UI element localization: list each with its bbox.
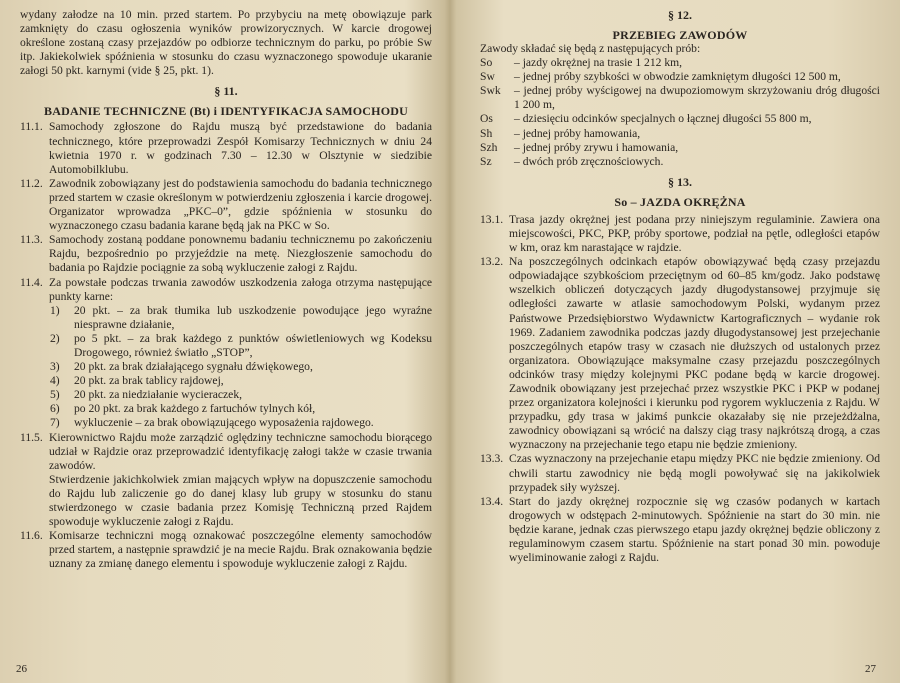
item-number: 11.6. [20, 529, 43, 543]
penalty-text: 20 pkt. za brak tablicy rajdowej, [74, 374, 224, 388]
item-number: 11.1. [20, 120, 43, 134]
legend-row [480, 141, 880, 155]
item-text: Czas wyznaczony na przejechanie etapu między PKC nie będzie zmieniony. Od chwili startu zawodnicy nie będą mogli powoływać się na jakikolwiek przypadek siły wyższej. [509, 452, 880, 494]
item-11-4 [20, 276, 432, 304]
item-text: Za powstałe podczas trwania zawodów uszkodzenia załoga otrzyma następujące punkty karne: [49, 275, 432, 303]
legend-description: – dwóch prób zręcznościowych. [514, 154, 664, 168]
item-11-5 [20, 431, 432, 473]
item-text: Samochody zgłoszone do Rajdu muszą być przedstawione do badania technicznego, które przeprowadzi Zespół Komisarzy Technicznych w dniu 24 kwietnia 1970 r. w godzinach 7.30 – 12.30 w Olsztynie w siedzibie Automobilklubu. [49, 120, 432, 176]
penalty-item [20, 360, 432, 374]
penalty-number: 3) [50, 360, 60, 374]
penalty-number: 4) [50, 374, 60, 388]
legend-description: – jednej próby hamowania, [514, 126, 641, 140]
legend-row [480, 84, 880, 112]
penalty-text: po 20 pkt. za brak każdego z fartuchów tylnych kół, [74, 402, 316, 416]
section-12-intro: Zawody składać się będą z następujących prób: [480, 42, 701, 55]
penalty-text: wykluczenie – za brak obowiązującego wyposażenia rajdowego. [74, 416, 374, 430]
penalty-number: 1) [50, 303, 60, 317]
item-number: 13.2. [480, 255, 504, 269]
legend-code: Szh [480, 140, 498, 154]
item-text: Start do jazdy okrężnej rozpocznie się wg czasów podanych w kartach drogowych w odstępach 2-minutowych. Spóźnienie na start do 30 min. nie będzie karane, jednak czas pierwszego etapu jazdy okrężnej będzie obliczony z regulaminowym czasem startu. Spóźnienie na start ponad 30 min. powoduje wyeliminowanie załogi z Rajdu. [509, 494, 880, 565]
section-12-title: PRZEBIEG ZAWODÓW [612, 28, 748, 42]
legend-description: – jednej próby zrywu i hamowania, [514, 140, 679, 154]
legend-row [480, 56, 880, 70]
penalty-item [20, 332, 432, 360]
legend-code: Swk [480, 84, 501, 98]
legend-code: Sw [480, 70, 495, 84]
item-text: Trasa jazdy okrężnej jest podana przy niniejszym regulaminie. Zawiera ona miejscowości, PKC, PKP, próby sportowe, podział na pętle, odległości etapów w km, oraz km narastające w rajdzie. [509, 212, 880, 255]
item-13-1 [480, 213, 880, 255]
item-number: 11.4. [20, 275, 43, 289]
item-number: 11.2. [20, 176, 43, 190]
section-11-number: § 11. [214, 84, 238, 99]
penalty-number: 6) [50, 402, 60, 416]
legend-description: – jazdy okrężnej na trasie 1 212 km, [514, 56, 683, 70]
penalty-item [20, 388, 432, 402]
legend-code: Sz [480, 154, 492, 168]
item-number: 13.4. [480, 494, 504, 508]
section-13-number: § 13. [668, 174, 692, 189]
left-intro-paragraph: wydany załodze na 10 min. przed startem. Po przybyciu na metę obowiązuje park zamknięty do czasu ogłoszenia wyników prowizorycznych. W karcie drogowej określone zostaną czasy przejazdów po odbiorze technicznym do parku, po próbie Sw itp. Jakiekolwiek spóźnienia w stosunku do czasu wyznaczonego spowoduje ukaranie załogi 50 pkt. karnymi (vide § 25, pkt. 1). [20, 8, 432, 78]
page-number-left: 26 [16, 663, 27, 675]
item-text: Samochody zostaną poddane ponownemu badaniu technicznemu po zakończeniu Rajdu, bezpośrednio po przyjeździe na metę. Niezgłoszenie samochodu do badania po Rajdzie pociągnie za sobą wykluczenie załogi z Rajdu. [49, 233, 432, 275]
item-text: Na poszczególnych odcinkach etapów obowiązywać będą czasy przejazdu odpowiadające szybkościom przeciętnym od 60–85 km/godz. Jako podstawę wszelkich obliczeń dotyczących jazdy długodystansowej przyjmuje się odległości zawarte w atlasie samochodowym Polski, wydanym przez Państwowe Przedsiębiorstwo Wydawnictw Kartograficznych – wydanie rok 1969. Zadaniem zawodnika podczas jazdy długodystansowej jest przejechanie poszczególnych etapów trasy w czasach nie dłuższych od ustalonych przez organizatora. Obowiązujące maksymalne czasy przejazdu poszczególnych odcinków trasy między kolejnymi PKC podane będą w karcie drogowej. Zawodnik obowiązany jest przejechać przez wszystkie PKC i PKP w podanej przez organizatora kolejności i kierunku pod rygorem wykluczenia z Rajdu. W przypadku, gdy trasa w jakimś punkcie okazałaby się nie przejeżdżalna, zawodnicy obowiązani są wrócić na dalszy ciąg trasy najkrótszą drogą, a czas wyznaczony na przejechanie tego etapu nie będzie zmieniony. [509, 255, 880, 452]
item-number: 13.1. [480, 212, 504, 226]
penalty-text: po 5 pkt. – za brak każdego z punktów oświetleniowych wg Kodeksu Drogowego, również światło „STOP”, [74, 331, 432, 359]
penalty-number: 2) [50, 331, 60, 345]
item-13-2 [480, 255, 880, 452]
item-13-4 [480, 495, 880, 565]
legend-row [480, 70, 880, 84]
item-text: Komisarze techniczni mogą oznakować poszczególne elementy samochodów przed startem, a następnie sprawdzić je na mecie Rajdu. Brak oznakowania będzie uznany za zmianę danego elementu i spowoduje wykluczenie załogi z Rajdu. [49, 529, 432, 571]
legend-description: – jednej próby szybkości w obwodzie zamkniętym długości 12 500 m, [514, 70, 841, 84]
penalty-text: 20 pkt. za niedziałanie wycieraczek, [74, 388, 243, 402]
item-11-3 [20, 233, 432, 275]
legend-description: – jednej próby wyścigowej na dwupoziomowym skrzyżowaniu dróg długości 1 200 m, [514, 84, 880, 112]
penalty-number: 7) [50, 416, 60, 430]
legend-description: – dziesięciu odcinków specjalnych o łącznej długości 55 800 m, [514, 112, 812, 126]
section-13-title: So – JAZDA OKRĘŻNA [614, 194, 746, 209]
penalty-text: 20 pkt. – za brak tłumika lub uszkodzenie powodujące jego wyraźne niesprawne działanie, [74, 303, 432, 331]
item-11-1 [20, 120, 432, 176]
legend-code: So [480, 56, 493, 70]
right-page [450, 0, 900, 683]
legend-row [480, 127, 880, 141]
item-text: Zawodnik zobowiązany jest do podstawienia samochodu do badania technicznego przed startem w czasie określonym w potwierdzeniu zgłoszenia i karcie drogowej. Organizator wprowadza „PKC–0”, gdzie spóźnienia w stosunku do wyznaczonego czasu badania karane będą jak na PKC w So. [49, 176, 432, 233]
item-11-6 [20, 529, 432, 571]
page-number-right: 27 [865, 663, 876, 675]
item-number: 11.5. [20, 430, 43, 444]
penalty-item [20, 304, 432, 332]
legend-row [480, 112, 880, 126]
penalty-item [20, 402, 432, 416]
penalty-text: 20 pkt. za brak działającego sygnału dźwiękowego, [74, 360, 313, 374]
legend-code: Os [480, 112, 493, 126]
legend-row [480, 155, 880, 169]
penalty-item [20, 374, 432, 388]
item-text: Kierownictwo Rajdu może zarządzić oględziny techniczne samochodu biorącego udział w Rajdzie oraz przeprowadzić identyfikację załogi także w czasie trwania zawodów. [49, 430, 432, 472]
section-12-number: § 12. [668, 8, 692, 22]
item-number: 13.3. [480, 452, 504, 466]
item-11-5-continuation: Stwierdzenie jakichkolwiek zmian mających wpływ na dopuszczenie samochodu do Rajdu lub zaliczenie go do danej klasy lub grupy w stosunku do stanu stwierdzonego w czasie badania przez Komisję Techniczną przed Rajdem spowoduje wykluczenie załogi z Rajdu. [49, 472, 432, 529]
section-11-title: BADANIE TECHNICZNE (Bt) i IDENTYFIKACJA SAMOCHODU [44, 104, 408, 119]
item-number: 11.3. [20, 233, 43, 247]
penalty-item [20, 416, 432, 430]
penalty-number: 5) [50, 388, 60, 402]
item-13-3 [480, 452, 880, 494]
item-11-2 [20, 177, 432, 233]
legend-code: Sh [480, 126, 493, 140]
